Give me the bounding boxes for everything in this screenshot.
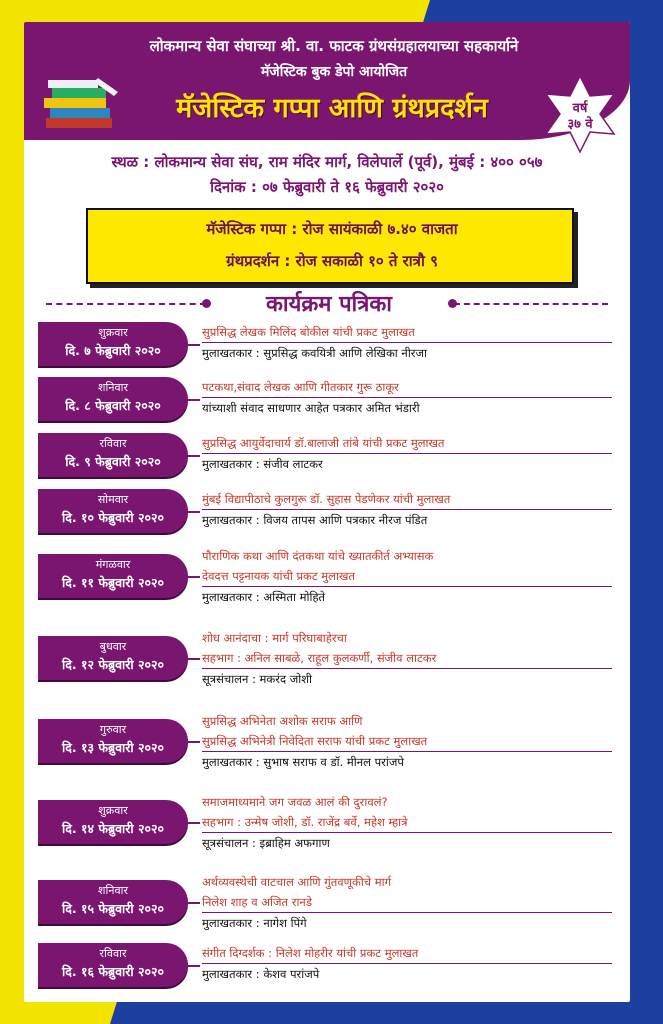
event-details <box>202 377 612 417</box>
poster-panel <box>24 22 630 1002</box>
event-host-line: सूत्रसंचालन : मकरंद जोशी <box>202 668 612 688</box>
event-row <box>24 872 630 932</box>
event-topic-line: संगीत दिग्दर्शक : निलेश मोहरीर यांची प्रकट मुलाखत <box>202 946 419 960</box>
event-connector <box>184 344 200 346</box>
event-topic-line: देवदत्त पट्टनायक यांची प्रकट मुलाखत <box>202 569 355 583</box>
event-date-pill <box>38 719 188 763</box>
event-title: मॅजेस्टिक गप्पा आणि ग्रंथप्रदर्शन <box>176 93 488 124</box>
event-topic-line: सहभाग : अनिल साबळे, राहूल कुलकर्णी, संजीव लाटकर <box>202 651 437 665</box>
event-date: दि. १२ फेब्रुवारी २०२० <box>62 657 164 672</box>
event-host-line: मुलाखतकार : अस्मिता मोहिते <box>202 586 612 606</box>
event-connector <box>184 965 200 967</box>
event-date: दि. १० फेब्रुवारी २०२० <box>62 510 164 525</box>
event-details <box>202 546 612 606</box>
event-day: शुक्रवार <box>98 326 128 339</box>
event-connector <box>184 511 200 513</box>
event-date: दि. १४ फेब्रुवारी २०२० <box>62 821 164 836</box>
event-topic-line: निलेश शाह व अजित रानडे <box>202 895 312 909</box>
event-details <box>202 943 612 983</box>
event-date: दि. ११ फेब्रुवारी २०२० <box>62 575 164 590</box>
event-date-pill <box>38 489 188 533</box>
event-row <box>24 433 630 477</box>
organiser-line: लोकमान्य सेवा संघाच्या श्री. वा. फाटक ग्रंथसंग्रहालयाच्या सहकार्याने <box>149 37 519 55</box>
badge-number: ३७ वे <box>567 117 593 132</box>
event-details <box>202 711 612 771</box>
event-topic-line: सुप्रसिद्ध आयुर्वेदाचार्य डॉ.बालाजी तांबे यांची प्रकट मुलाखत <box>202 436 445 450</box>
event-row <box>24 711 630 771</box>
timings-box <box>86 208 574 284</box>
event-row <box>24 322 630 366</box>
books-icon <box>42 74 122 132</box>
event-details <box>202 433 612 473</box>
event-details <box>202 628 612 688</box>
event-host-line: मुलाखतकार : केशव परांजपे <box>202 963 612 983</box>
event-host-line: सूत्रसंचालन : इब्राहिम अफगाण <box>202 832 612 852</box>
event-details <box>202 872 612 932</box>
event-row <box>24 792 630 852</box>
event-date-pill <box>38 322 188 366</box>
event-row <box>24 546 630 606</box>
venue-line: स्थळ : लोकमान्य सेवा संघ, राम मंदिर मार्ग, विलेपार्ले (पूर्व), मुंबई : ४०० ०५७ <box>111 153 543 171</box>
event-details <box>202 792 612 852</box>
event-row <box>24 628 630 688</box>
event-day: शनिवार <box>98 884 128 897</box>
event-topic-line: पटकथा,संवाद लेखक आणि गीतकार गुरू ठाकूर <box>202 380 399 394</box>
event-date: दि. ९ फेब्रुवारी २०२० <box>65 454 161 469</box>
event-details <box>202 489 612 529</box>
event-row <box>24 943 630 987</box>
event-date-pill <box>38 943 188 987</box>
dates-line: दिनांक : ०७ फेब्रुवारी ते १६ फेब्रुवारी २०२० <box>210 178 444 196</box>
badge-label: वर्ष <box>572 101 588 116</box>
event-day: रविवार <box>99 437 127 450</box>
event-host-line: यांच्याशी संवाद साधणार आहेत पत्रकार अमित भंडारी <box>202 397 612 417</box>
event-date-pill <box>38 636 188 680</box>
event-date-pill <box>38 800 188 844</box>
event-connector <box>184 741 200 743</box>
divider-left <box>46 303 206 305</box>
event-day: गुरुवार <box>99 723 127 736</box>
event-date: दि. १६ फेब्रुवारी २०२० <box>62 964 164 979</box>
timing-exhibition: ग्रंथप्रदर्शन : रोज सकाळी १० ते रात्रौ ९ <box>226 252 438 270</box>
event-date: दि. ८ फेब्रुवारी २०२० <box>65 398 161 413</box>
event-host-line: मुलाखतकार : सुप्रसिद्ध कवयित्री आणि लेखिका नीरजा <box>202 342 612 362</box>
event-topic-line: समाजमाध्यमाने जग जवळ आलं की दुरावलं? <box>202 795 388 809</box>
presenter-line: मॅजेस्टिक बुक डेपो आयोजित <box>260 64 408 80</box>
event-date-pill <box>38 554 188 598</box>
event-date-pill <box>38 377 188 421</box>
event-row <box>24 489 630 533</box>
programme-heading <box>184 288 474 318</box>
timing-gappa: मॅजेस्टिक गप्पा : रोज सायंकाळी ७.४० वाजता <box>206 220 458 238</box>
event-topic-line: सुप्रसिद्ध अभिनेता अशोक सराफ आणि <box>202 714 363 728</box>
event-connector <box>184 455 200 457</box>
event-topic-line: अर्थव्यवस्थेची वाटचाल आणि गुंतवणूकीचे मार्ग <box>202 875 392 889</box>
event-host-line: मुलाखतकार : नागेश पिंगे <box>202 912 612 932</box>
event-date-pill <box>38 880 188 924</box>
event-date-pill <box>38 433 188 477</box>
event-connector <box>184 822 200 824</box>
event-topic-line: सहभाग : उन्मेष जोशी, डॉ. राजेंद्र बर्वे, महेश म्हात्रे <box>202 815 408 829</box>
event-topic-line: सुप्रसिद्ध लेखक मिलिंद बोकील यांची प्रकट मुलाखत <box>202 325 415 339</box>
event-day: शुक्रवार <box>98 804 128 817</box>
event-day: सोमवार <box>97 493 129 506</box>
event-connector <box>184 658 200 660</box>
event-topic-line: पौराणिक कथा आणि दंतकथा यांचे ख्यातकीर्त अभ्यासक <box>202 549 434 563</box>
event-date: दि. ७ फेब्रुवारी २०२० <box>65 343 161 358</box>
year-badge <box>540 74 620 154</box>
event-topic-line: मुंबई विद्यापीठाचे कुलगुरू डॉ. सुहास पेडणेकर यांची मुलाखत <box>202 492 451 506</box>
event-connector <box>184 399 200 401</box>
event-topic-line: शोध आनंदाचा : मार्ग परिघाबाहेरचा <box>202 631 347 645</box>
event-row <box>24 377 630 421</box>
event-day: रविवार <box>99 947 127 960</box>
programme-title: कार्यक्रम पत्रिका <box>266 292 392 317</box>
event-host-line: मुलाखतकार : विजय तापस आणि पत्रकार नीरज पंडित <box>202 509 612 529</box>
event-connector <box>184 576 200 578</box>
event-details <box>202 322 612 362</box>
event-host-line: मुलाखतकार : संजीव लाटकर <box>202 453 612 473</box>
event-date: दि. १३ फेब्रुवारी २०२० <box>62 740 164 755</box>
event-host-line: मुलाखतकार : सुभाष सराफ व डॉ. मीनल परांजपे <box>202 751 612 771</box>
event-day: शनिवार <box>98 381 128 394</box>
event-connector <box>184 902 200 904</box>
event-date: दि. १५ फेब्रुवारी २०२० <box>62 901 164 916</box>
event-day: मंगळवार <box>95 558 131 571</box>
event-day: बुधवार <box>99 640 127 653</box>
divider-right <box>454 303 608 305</box>
event-topic-line: सुप्रसिद्ध अभिनेत्री निवेदिता सराफ यांची प्रकट मुलाखत <box>202 734 428 748</box>
